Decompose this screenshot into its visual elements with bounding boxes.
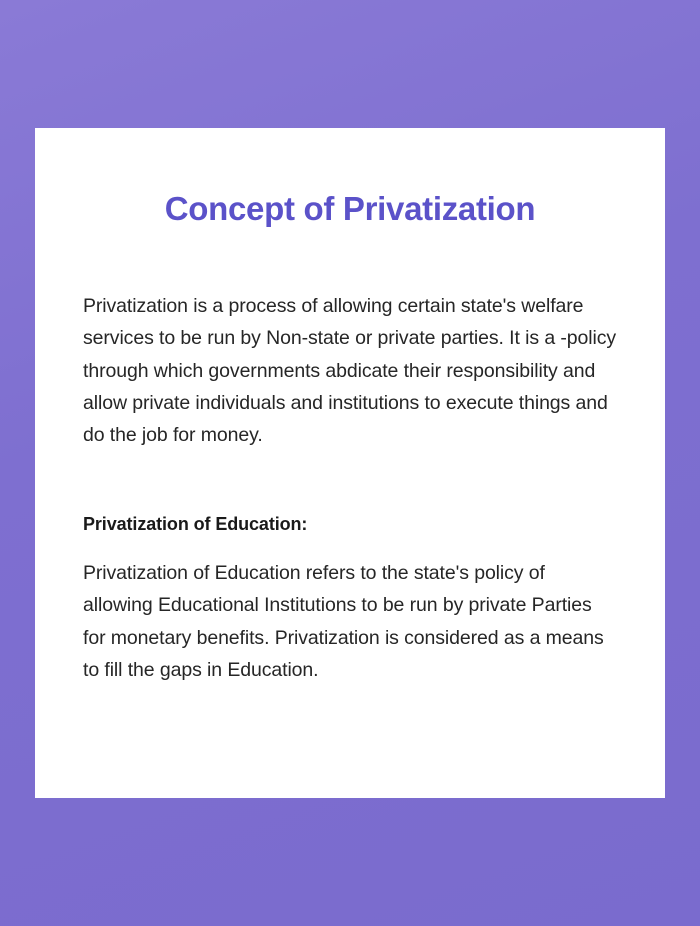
- page-title: Concept of Privatization: [164, 190, 536, 227]
- section-paragraph: Privatization of Education refers to the state's policy of allowing Educational Institutions to be run by private Parties for monetary benefits. Privatization is considered as a means to fill the gaps in Education.: [83, 561, 604, 681]
- content-card: [35, 128, 665, 798]
- body-content: [83, 290, 617, 686]
- section-heading: Privatization of Education:: [83, 513, 308, 534]
- intro-paragraph: Privatization is a process of allowing certain state's welfare services to be run by Non-state or private parties. It is a -policy through which governments abdicate their responsibility and allow private individuals and institutions to execute things and do the job for money.: [83, 295, 617, 447]
